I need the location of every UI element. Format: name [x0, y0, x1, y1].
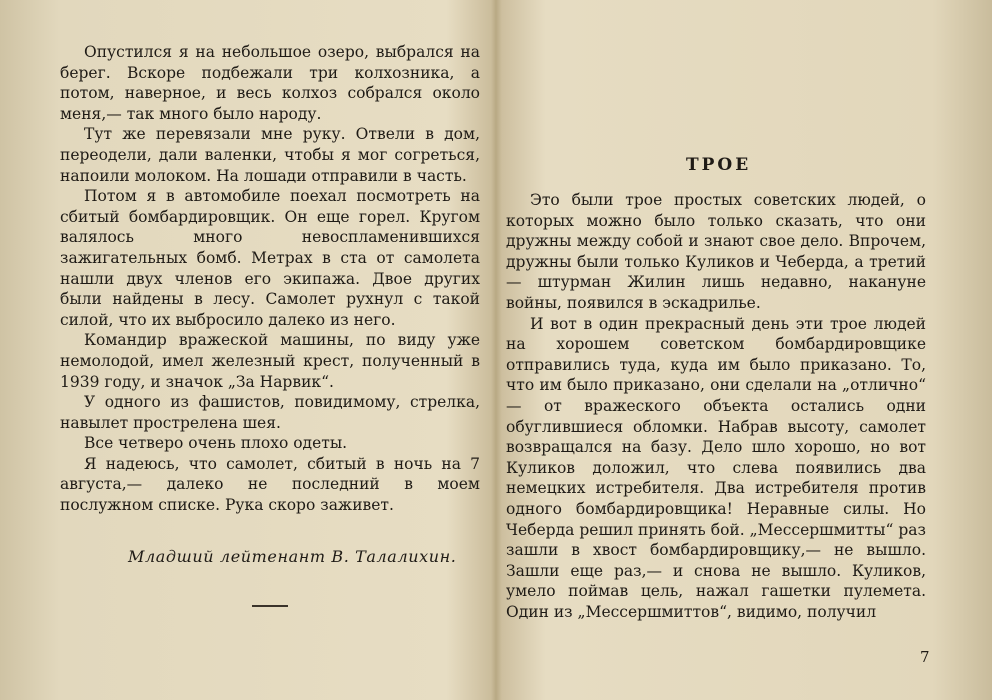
paragraph: Командир вражеской машины, по виду уже немолодой, имел железный крест, полученный в 1939 году, и значок „За Нарвик“.: [60, 331, 480, 391]
paragraph: Тут же перевязали мне руку. Отвели в дом, переодели, дали валенки, чтобы я мог согреться, напоили молоком. На лошади отправили в часть.: [60, 125, 480, 185]
paragraph: У одного из фашистов, повидимому, стрелка, навылет прострелена шея.: [60, 393, 480, 432]
paragraph: Потом я в автомобиле поехал посмотреть на сбитый бомбардировщик. Он еще горел. Кругом валялось много невоспламенившихся зажигательных бомб. Метрах в ста от самолета нашли двух членов его экипажа. Двое других были найдены в лесу. Самолет рухнул с такой силой, что их выбросило далеко из него.: [60, 187, 480, 329]
left-text-block: [60, 42, 480, 516]
paragraph: Все четверо очень плохо одеты.: [84, 434, 348, 453]
paragraph: Это были трое простых советских людей, о которых можно было только сказать, что они дружны между собой и знают свое дело. Впрочем, дружны были только Куликов и Чеберда, а третий — штурман Жилин лишь недавно, накануне войны, появился в эскадрилье.: [506, 191, 926, 312]
page-number: 7: [920, 648, 930, 666]
right-page: [496, 0, 992, 700]
paragraph: Я надеюсь, что самолет, сбитый в ночь на 7 августа,— далеко не последний в моем послужном списке. Рука скоро заживет.: [60, 454, 480, 515]
author-signature: Младший лейтенант В. Талалихин.: [128, 547, 457, 566]
right-text-block: [506, 190, 926, 622]
section-divider: [252, 605, 288, 607]
paragraph: И вот в один прекрасный день эти трое людей на хорошем советском бомбардировщике отправились туда, куда им было приказано. То, что им было приказано, они сделали на „отлично“ — от вражеского объекта остались одни обуглившиеся обломки. Набрав высоту, самолет возвращался на базу. Дело шло хорошо, но вот Куликов доложил, что слева появились два немецких истребителя. Два истребителя против одного бомбардировщика! Неравные силы. Но Чеберда решил принять бой. „Мессершмитты“ раз зашли в хвост бомбардировщику,— не вышло. Зашли еще раз,— и снова не вышло. Куликов, умело поймав цель, нажал гашетки пулемета. Один из „Мессершмиттов“, видимо, получил: [506, 314, 926, 621]
chapter-heading: ТРОЕ: [686, 155, 752, 175]
paragraph: Опустился я на небольшое озеро, выбрался на берег. Вскоре подбежали три колхозника, а потом, наверное, и весь колхоз собрался около меня,— так много было народу.: [60, 43, 480, 123]
